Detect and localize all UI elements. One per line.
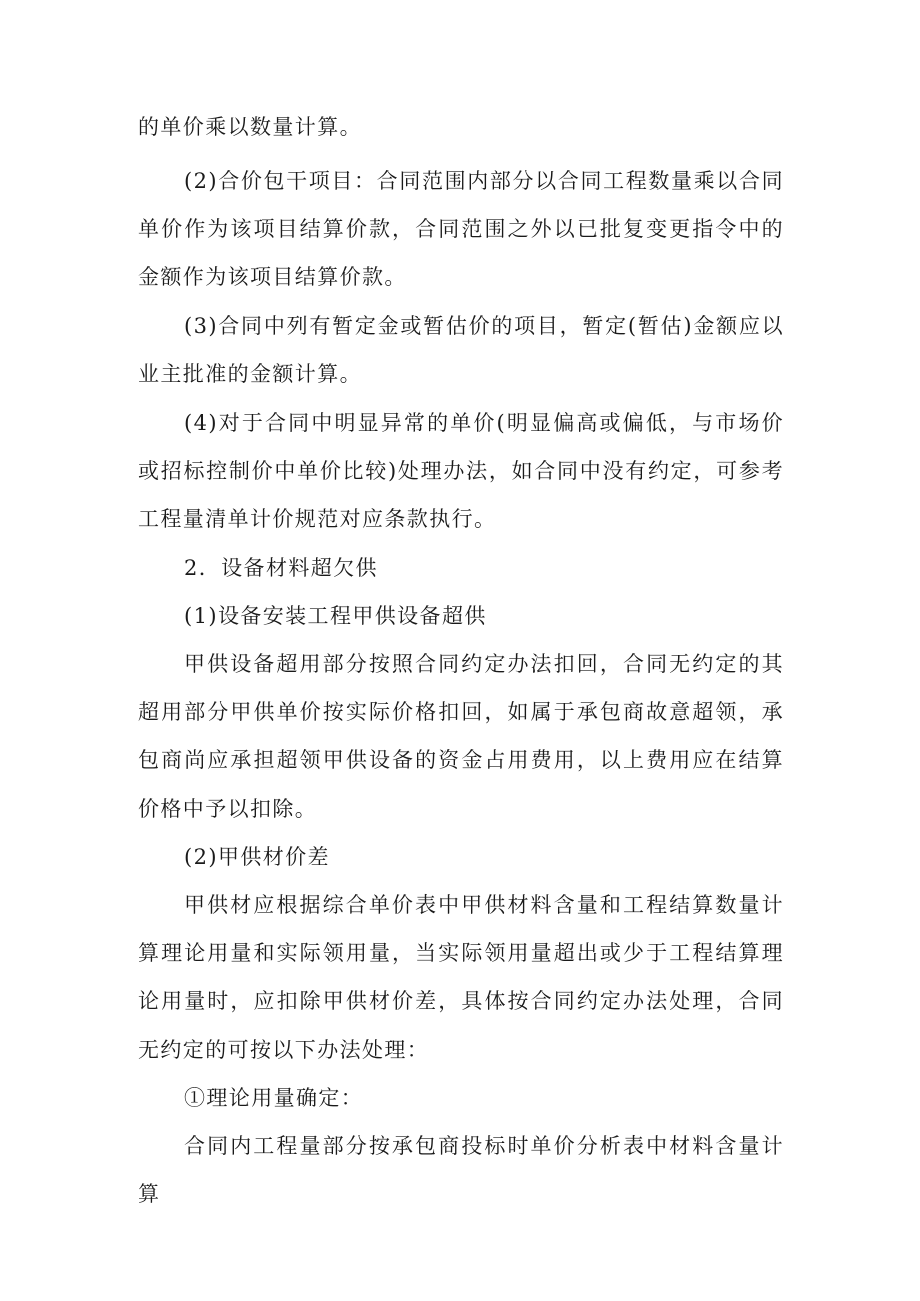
paragraph-material-price-difference: 甲供材应根据综合单价表中甲供材料含量和工程结算数量计算理论用量和实际领用量，当实际领用量超出或少于工程结算理论用量时，应扣除甲供材价差，具体按合同约定办法处理，合同无约定的可按以下办法处理：	[138, 893, 784, 1062]
paragraph-item-2-lump-sum: (2)合价包干项目：合同范围内部分以合同工程数量乘以合同单价作为该项目结算价款，合同范围之外以已批复变更指令中的金额作为该项目结算价款。	[138, 169, 784, 290]
paragraph-continuation: 的单价乘以数量计算。	[138, 115, 362, 139]
paragraph-theoretical-usage: 合同内工程量部分按承包商投标时单价分析表中材料含量计算	[138, 1134, 784, 1207]
paragraph-equipment-oversupply: 甲供设备超用部分按照合同约定办法扣回，合同无约定的其超用部分甲供单价按实际价格扣回，如属于承包商故意超领，承包商尚应承担超领甲供设备的资金占用费用，以上费用应在结算价格中予以扣除。	[138, 652, 784, 821]
paragraph-item-3-provisional-sum: (3)合同中列有暂定金或暂估价的项目，暂定(暂估)金额应以业主批准的金额计算。	[138, 314, 784, 387]
subheading-2-material-price-difference: (2)甲供材价差	[184, 845, 330, 869]
subheading-theoretical-usage: ①理论用量确定：	[184, 1086, 364, 1110]
paragraph-item-4-abnormal-unit-price: (4)对于合同中明显异常的单价(明显偏高或偏低，与市场价或招标控制价中单价比较)处理办法，如合同中没有约定，可参考工程量清单计价规范对应条款执行。	[138, 411, 784, 532]
section-heading-2: 2．设备材料超欠供	[184, 556, 378, 580]
subheading-1-equipment-oversupply: (1)设备安装工程甲供设备超供	[184, 604, 487, 628]
